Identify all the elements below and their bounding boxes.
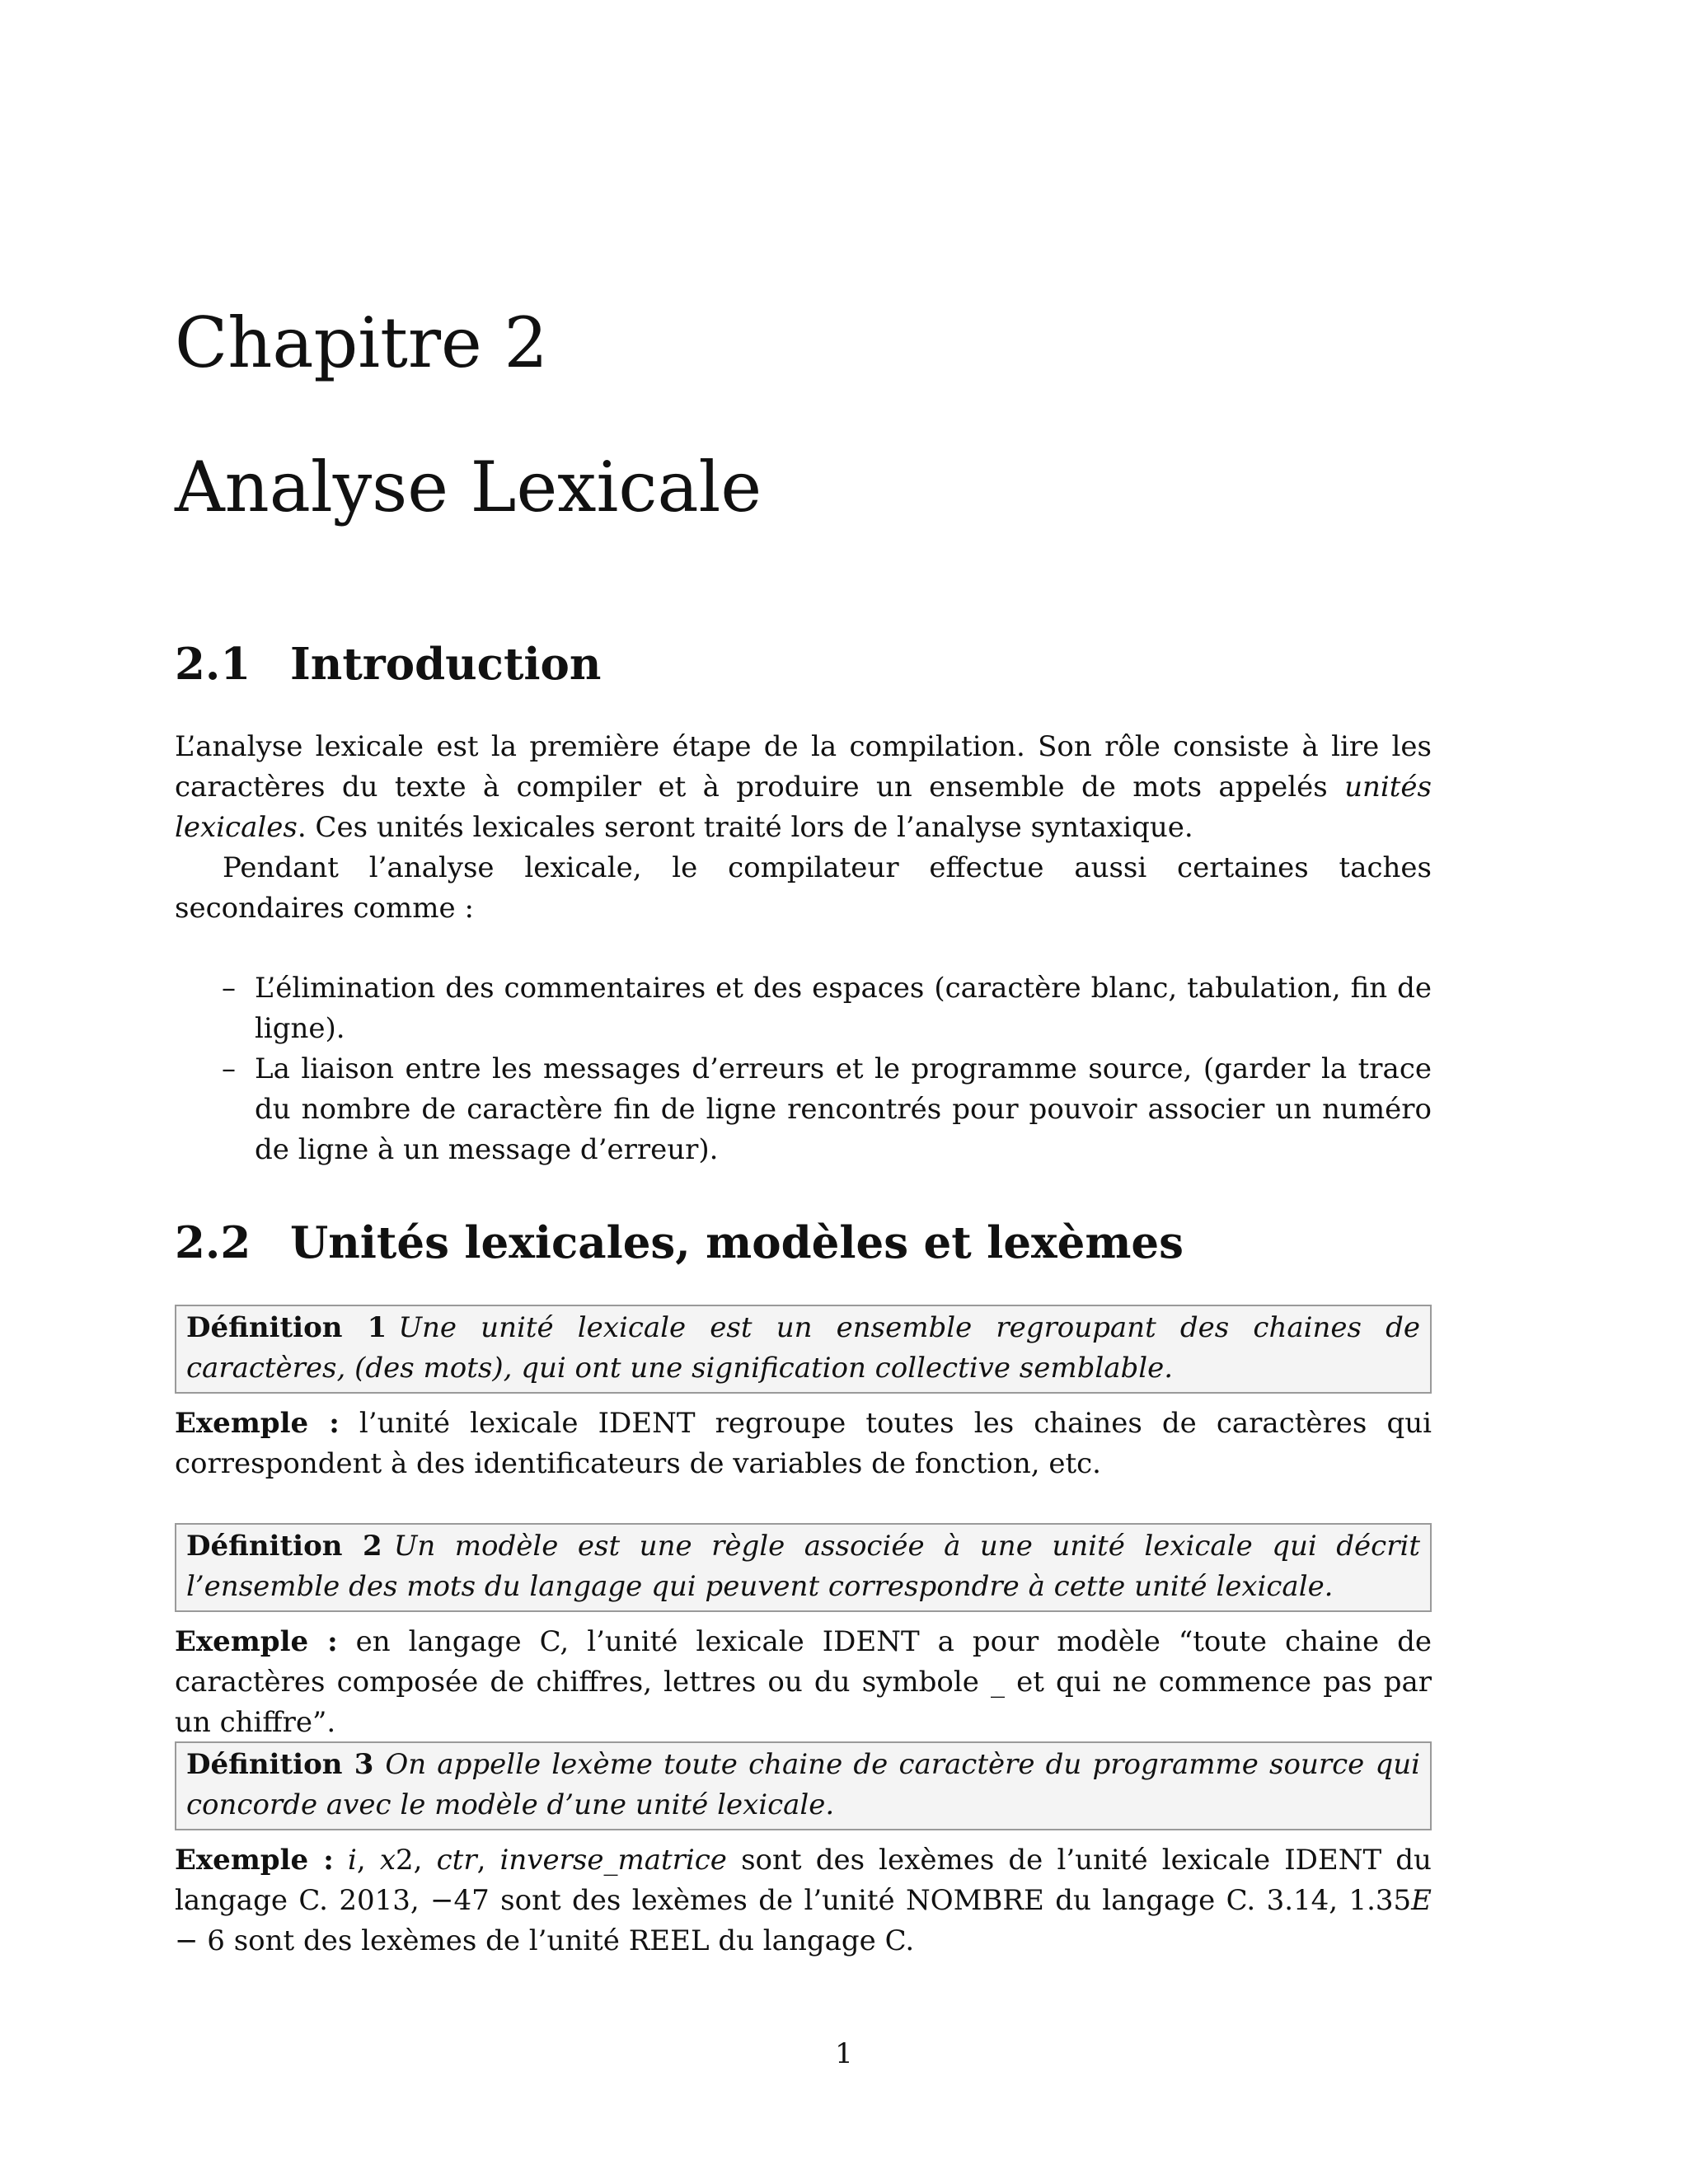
example-label: Exemple : — [175, 1844, 334, 1877]
list-item — [175, 1049, 1432, 1170]
intro-paragraph-2: Pendant l’analyse lexicale, le compilateur effectue aussi certaines taches secondaires comme : — [175, 851, 1432, 925]
secondary-tasks-list — [175, 968, 1432, 1170]
definition-text: Un modèle est une règle associée à une unité lexicale qui décrit l’ensemble des mots du langage qui peuvent correspondre à cette unité lexicale. — [186, 1530, 1421, 1603]
definition-label: Définition 1 — [186, 1311, 387, 1344]
section-number: 2.1 — [175, 639, 251, 690]
list-item — [175, 968, 1432, 1049]
chapter-label: Chapitre 2 — [175, 302, 548, 383]
section-title: Introduction — [290, 639, 602, 690]
example-text: sont des lexèmes de l’unité lexicale IDENT du langage C. 2013, −47 sont des lexèmes de l’unité NOMBRE du langage C. 3.14, 1.35 — [175, 1844, 1432, 1917]
definition-box-2 — [175, 1523, 1432, 1612]
definition-box-3 — [175, 1741, 1432, 1830]
section-heading-introduction — [175, 639, 601, 691]
separator: , — [476, 1844, 500, 1877]
intro-paragraph-1 — [175, 727, 1432, 848]
example-label: Exemple : — [175, 1625, 338, 1658]
example-2 — [175, 1622, 1432, 1743]
list-item-text: L’élimination des commentaires et des espaces (caractère blanc, tabulation, fin de ligne). — [255, 972, 1432, 1045]
math-var: x — [379, 1844, 396, 1877]
text-run: . Ces unités lexicales seront traité lors de l’analyse syntaxique. — [297, 811, 1193, 844]
separator: , — [356, 1844, 380, 1877]
example-text: − 6 sont des lexèmes de l’unité REEL du langage C. — [175, 1924, 915, 1957]
definition-text: On appelle lexème toute chaine de caractère du programme source qui concorde avec le modèle d’une unité lexicale. — [186, 1748, 1421, 1821]
text-run: L’analyse lexicale est la première étape de la compilation. Son rôle consiste à lire les caractères du texte à compiler et à produire un ensemble de mots appelés — [175, 730, 1432, 804]
definition-label: Définition 2 — [186, 1530, 382, 1563]
page-number: 1 — [835, 2037, 853, 2070]
math-var: ctr — [436, 1844, 477, 1877]
math-var: i — [348, 1844, 357, 1877]
example-text: en langage C, l’unité lexicale IDENT a pour modèle “toute chaine de caractères composée de chiffres, lettres ou du symbole _ et qui ne commence pas par un chiffre”. — [175, 1625, 1432, 1739]
math-digit: 2 — [396, 1844, 414, 1877]
list-dash: – — [222, 972, 236, 1005]
example-label: Exemple : — [175, 1407, 340, 1440]
section-title: Unités lexicales, modèles et lexèmes — [290, 1217, 1184, 1268]
example-1 — [175, 1404, 1432, 1484]
definition-box-1 — [175, 1305, 1432, 1394]
math-var: inverse_matrice — [499, 1844, 727, 1877]
italic-term: unités lexicales — [175, 771, 1432, 844]
definition-label: Définition 3 — [186, 1748, 374, 1781]
section-heading-unites-lexicales — [175, 1217, 1184, 1270]
separator: , — [413, 1844, 437, 1877]
section-number: 2.2 — [175, 1217, 251, 1268]
chapter-title: Analyse Lexicale — [175, 447, 762, 527]
math-var: E — [1411, 1884, 1432, 1917]
definition-text: Une unité lexicale est un ensemble regroupant des chaines de caractères, (des mots), qui ont une signification collective semblable. — [186, 1311, 1420, 1385]
example-3 — [175, 1840, 1432, 1961]
list-item-text: La liaison entre les messages d’erreurs et le programme source, (garder la trace du nombre de caractère fin de ligne rencontrés pour pouvoir associer un numéro de ligne à un message d’erreur). — [255, 1052, 1432, 1166]
list-dash: – — [222, 1052, 236, 1085]
example-text: l’unité lexicale IDENT regroupe toutes les chaines de caractères qui correspondent à des identificateurs de variables de fonction, etc. — [175, 1407, 1432, 1480]
